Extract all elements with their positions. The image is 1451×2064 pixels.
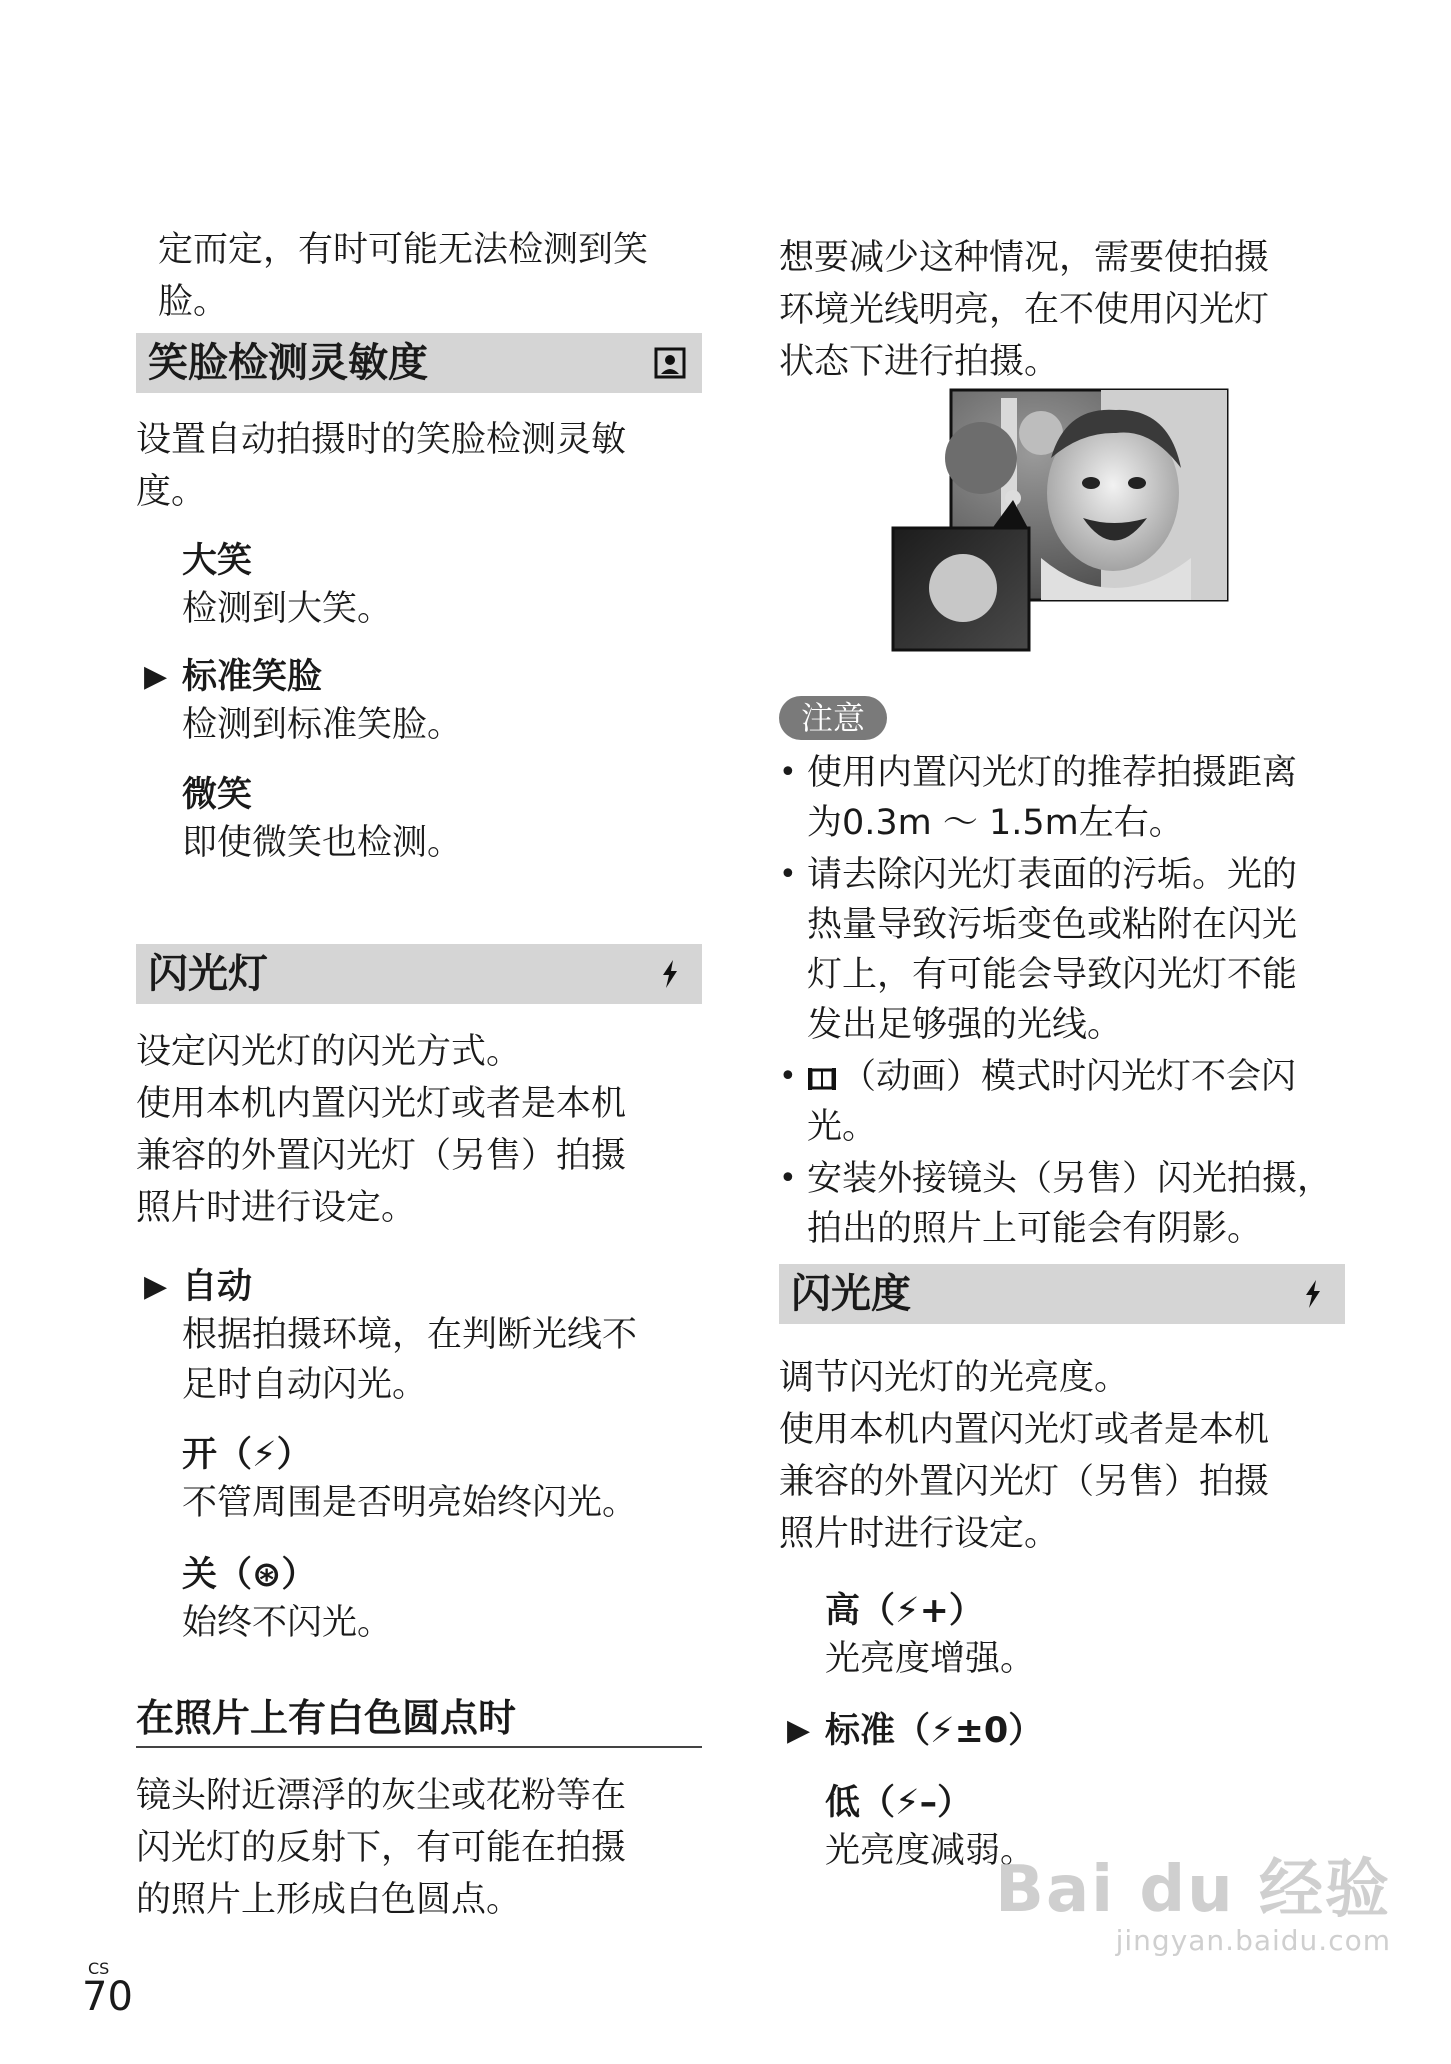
note-item bbox=[807, 1154, 1347, 1254]
option-standard-title: 标准（⚡±0） bbox=[825, 1711, 1044, 1751]
note-line: 使用内置闪光灯的推荐拍摄距离 bbox=[807, 753, 1298, 793]
intro-line: 状态下进行拍摄。 bbox=[779, 342, 1060, 382]
white-dots-desc bbox=[136, 1770, 696, 1926]
bullet: • bbox=[779, 1059, 797, 1094]
note-badge: 注意 bbox=[779, 696, 887, 740]
white-dot-photo-illustration bbox=[891, 388, 1229, 654]
option-slight-smile-desc: 即使微笑也检测。 bbox=[182, 823, 463, 863]
default-marker: ▶ bbox=[787, 1713, 811, 1748]
default-marker: ▶ bbox=[144, 659, 168, 694]
desc-line: 度。 bbox=[136, 472, 207, 512]
note-line: 灯上，有可能会导致闪光灯不能 bbox=[807, 955, 1298, 995]
option-low-desc: 光亮度减弱。 bbox=[825, 1831, 1036, 1871]
desc-line: 的照片上形成白色圆点。 bbox=[136, 1880, 522, 1920]
watermark-logo: Bai du 经验 bbox=[995, 1853, 1391, 1927]
desc-line: 闪光灯的反射下，有可能在拍摄 bbox=[136, 1828, 627, 1868]
option-normal-smile-desc: 检测到标准笑脸。 bbox=[182, 705, 463, 745]
option-big-smile-title: 大笑 bbox=[182, 541, 253, 581]
desc-line: 根据拍摄环境，在判断光线不 bbox=[182, 1315, 638, 1355]
option-off-title: 关（⊛） bbox=[182, 1555, 317, 1595]
desc-line: 照片时进行设定。 bbox=[779, 1514, 1060, 1554]
watermark-url: jingyan.baidu.com bbox=[1115, 1924, 1391, 1957]
option-auto-desc bbox=[182, 1310, 637, 1410]
option-big-smile-desc: 检测到大笑。 bbox=[182, 589, 393, 629]
intro-line: 定而定，有时可能无法检测到笑 bbox=[158, 230, 649, 270]
section-header-flash-mode bbox=[136, 944, 702, 1004]
intro-line: 想要减少这种情况，需要使拍摄 bbox=[779, 238, 1270, 278]
option-slight-smile-title: 微笑 bbox=[182, 775, 253, 815]
bullet: • bbox=[779, 857, 797, 892]
note-line: 安装外接镜头（另售）闪光拍摄， bbox=[807, 1159, 1333, 1199]
note-line: 发出足够强的光线。 bbox=[807, 1005, 1123, 1045]
desc-line: 调节闪光灯的光亮度。 bbox=[779, 1358, 1130, 1398]
desc-line: 照片时进行设定。 bbox=[136, 1188, 417, 1228]
option-high-desc: 光亮度增强。 bbox=[825, 1639, 1036, 1679]
note-line: 为0.3m ～ 1.5m左右。 bbox=[807, 803, 1184, 843]
flash-icon bbox=[654, 958, 686, 990]
page-language-code: CS bbox=[88, 1959, 110, 1978]
page-number: 70 bbox=[82, 1974, 133, 2020]
desc-line: 使用本机内置闪光灯或者是本机 bbox=[779, 1410, 1270, 1450]
smile-desc bbox=[136, 414, 696, 518]
intro-line: 环境光线明亮，在不使用闪光灯 bbox=[779, 290, 1270, 330]
right-intro-paragraph bbox=[779, 232, 1339, 388]
subsection-white-dots: 在照片上有白色圆点时 bbox=[136, 1690, 702, 1748]
note-item bbox=[807, 1052, 1347, 1152]
section-title: 闪光灯 bbox=[148, 951, 268, 997]
note-line: 请去除闪光灯表面的污垢。光的 bbox=[807, 855, 1298, 895]
flash-desc bbox=[136, 1026, 696, 1234]
desc-line: 兼容的外置闪光灯（另售）拍摄 bbox=[136, 1136, 627, 1176]
desc-line: 镜头附近漂浮的灰尘或花粉等在 bbox=[136, 1776, 627, 1816]
option-high-title: 高（⚡+） bbox=[825, 1591, 984, 1631]
section-title: 笑脸检测灵敏度 bbox=[148, 340, 428, 386]
movie-icon bbox=[807, 1066, 837, 1092]
note-line bbox=[807, 1052, 1347, 1102]
default-marker: ▶ bbox=[144, 1269, 168, 1304]
note-text: （动画）模式时闪光灯不会闪 bbox=[841, 1057, 1297, 1097]
intro-paragraph bbox=[158, 224, 718, 328]
flash-level-desc bbox=[779, 1352, 1339, 1560]
desc-line: 设置自动拍摄时的笑脸检测灵敏 bbox=[136, 420, 627, 460]
option-on-title: 开（⚡） bbox=[182, 1435, 312, 1475]
desc-line: 使用本机内置闪光灯或者是本机 bbox=[136, 1084, 627, 1124]
option-low-title: 低（⚡–） bbox=[825, 1783, 973, 1823]
option-auto-title: 自动 bbox=[182, 1267, 253, 1307]
option-on-desc: 不管周围是否明亮始终闪光。 bbox=[182, 1483, 638, 1523]
note-line: 拍出的照片上可能会有阴影。 bbox=[807, 1209, 1263, 1249]
note-item bbox=[807, 850, 1347, 1050]
note-item bbox=[807, 748, 1347, 848]
bullet: • bbox=[779, 755, 797, 790]
desc-line: 足时自动闪光。 bbox=[182, 1365, 428, 1405]
flash-icon bbox=[1297, 1278, 1329, 1310]
smile-shutter-icon bbox=[654, 347, 686, 379]
intro-line: 脸。 bbox=[158, 282, 229, 322]
option-off-desc: 始终不闪光。 bbox=[182, 1603, 393, 1643]
baidu-watermark bbox=[995, 1855, 1391, 1957]
section-header-flash-level bbox=[779, 1264, 1345, 1324]
desc-line: 设定闪光灯的闪光方式。 bbox=[136, 1032, 522, 1072]
desc-line: 兼容的外置闪光灯（另售）拍摄 bbox=[779, 1462, 1270, 1502]
section-header-smile-detection bbox=[136, 333, 702, 393]
option-normal-smile-title: 标准笑脸 bbox=[182, 657, 323, 697]
note-line: 热量导致污垢变色或粘附在闪光 bbox=[807, 905, 1298, 945]
note-line: 光。 bbox=[807, 1107, 878, 1147]
bullet: • bbox=[779, 1161, 797, 1196]
section-title: 闪光度 bbox=[791, 1271, 911, 1317]
